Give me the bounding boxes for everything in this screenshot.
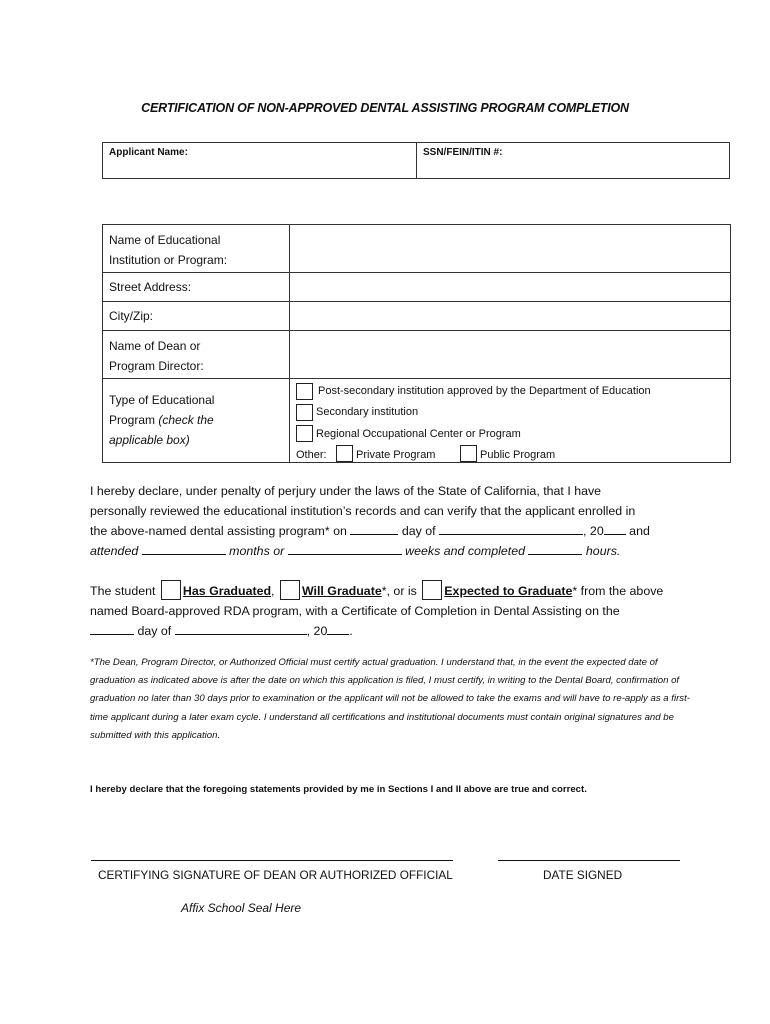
city-label: City/Zip: xyxy=(103,302,290,330)
type-label xyxy=(103,379,290,462)
student-star-or: *, or is xyxy=(381,584,417,598)
enroll-day-blank[interactable] xyxy=(350,522,398,535)
type-label-line1: Type of Educational xyxy=(109,393,215,407)
institution-name-label-line1: Name of Educational xyxy=(109,233,221,247)
student-line3 xyxy=(90,621,690,641)
hours-blank[interactable] xyxy=(528,542,582,555)
applicant-table xyxy=(102,142,730,179)
months-blank[interactable] xyxy=(142,542,226,555)
student-period: . xyxy=(349,624,353,638)
will-graduate-label: Will Graduate xyxy=(301,584,382,598)
expected-graduate-checkbox[interactable] xyxy=(422,580,442,600)
street-row xyxy=(103,273,730,302)
dean-label-line2: Program Director: xyxy=(109,359,204,373)
student-comma: , xyxy=(271,584,275,598)
applicant-name-field[interactable] xyxy=(103,143,417,178)
enroll-year-blank[interactable] xyxy=(604,522,626,535)
type-options xyxy=(290,379,730,462)
declaration-weeks-completed: weeks and completed xyxy=(405,544,525,558)
dean-label-line1: Name of Dean or xyxy=(109,339,201,353)
type-row xyxy=(103,379,730,462)
certificate-year-blank[interactable] xyxy=(327,622,349,635)
has-graduated-checkbox[interactable] xyxy=(161,580,181,600)
ssn-label: SSN/FEIN/ITIN #: xyxy=(423,147,503,158)
regional-checkbox[interactable] xyxy=(296,425,313,442)
has-graduated-label: Has Graduated xyxy=(182,584,272,598)
dean-input[interactable] xyxy=(290,331,730,378)
declaration-line4 xyxy=(90,541,690,561)
dean-label xyxy=(103,331,290,378)
institution-name-row xyxy=(103,225,730,273)
will-graduate-checkbox[interactable] xyxy=(280,580,300,600)
postsecondary-label: Post-secondary institution approved by the Department of Education xyxy=(318,385,651,397)
declaration-attended: attended xyxy=(90,544,139,558)
student-day-of: day of xyxy=(137,624,172,638)
declaration-day-of: day of xyxy=(401,524,436,538)
secondary-label: Secondary institution xyxy=(316,406,419,418)
declaration-line2: personally reviewed the educational institution’s records and can verify that the applicant enrolled in xyxy=(90,504,636,518)
private-label: Private Program xyxy=(356,449,436,461)
declaration-line3 xyxy=(90,521,690,541)
student-paragraph xyxy=(90,580,690,641)
date-line[interactable] xyxy=(498,860,680,861)
type-label-line2 xyxy=(109,410,283,430)
dean-row xyxy=(103,331,730,379)
certificate-month-blank[interactable] xyxy=(175,622,307,635)
student-star-from: * from the above xyxy=(572,584,664,598)
postsecondary-checkbox[interactable] xyxy=(296,383,313,400)
declaration-hours: hours. xyxy=(585,544,621,558)
certificate-day-blank[interactable] xyxy=(90,622,134,635)
type-label-program: Program xyxy=(109,413,159,427)
declaration-and: and xyxy=(629,524,650,538)
street-label: Street Address: xyxy=(103,273,290,301)
signature-line[interactable] xyxy=(91,860,453,861)
weeks-blank[interactable] xyxy=(288,542,402,555)
declaration-program-on: the above-named dental assisting program* on xyxy=(90,524,347,538)
private-checkbox[interactable] xyxy=(336,445,353,462)
public-label: Public Program xyxy=(480,449,556,461)
type-label-check: (check the xyxy=(158,413,214,427)
public-checkbox[interactable] xyxy=(460,445,477,462)
other-label: Other: xyxy=(296,449,327,461)
student-year-prefix: , 20 xyxy=(306,624,328,638)
declaration-year-prefix: , 20 xyxy=(583,524,604,538)
institution-name-input[interactable] xyxy=(290,225,730,272)
signature-label: CERTIFYING SIGNATURE OF DEAN OR AUTHORIZED OFFICIAL xyxy=(98,868,453,882)
student-pre: The student xyxy=(90,584,156,598)
city-input[interactable] xyxy=(290,302,730,330)
type-label-line3: applicable box) xyxy=(109,433,190,447)
form-title: CERTIFICATION OF NON-APPROVED DENTAL ASSISTING PROGRAM COMPLETION xyxy=(141,101,629,115)
expected-graduate-label: Expected to Graduate xyxy=(444,584,573,598)
institution-table xyxy=(102,224,731,463)
declaration-months-or: months or xyxy=(229,544,285,558)
student-line2: named Board-approved RDA program, with a Certificate of Completion in Dental Assisting on the xyxy=(90,604,620,618)
institution-name-label-line2: Institution or Program: xyxy=(109,253,228,267)
graduation-note: *The Dean, Program Director, or Authorized Official must certify actual graduation. I understand that, in the event the expected date of graduation as indicated above is after the date on which this application is filed, I must certify, in writing to the Dental Board, confirmation of graduation no later than 30 days prior to examination or the applicant will not be allowed to take the exams and will have to re-apply as a first-time applicant during a later exam cycle. I understand all certifications and institutional documents must contain original signatures and be submitted with this application. xyxy=(90,657,690,741)
date-label: DATE SIGNED xyxy=(543,868,623,882)
regional-label: Regional Occupational Center or Program xyxy=(316,428,521,440)
enroll-month-blank[interactable] xyxy=(439,522,583,535)
student-line1 xyxy=(90,580,690,601)
institution-name-label xyxy=(103,225,290,272)
street-input[interactable] xyxy=(290,273,730,301)
secondary-checkbox[interactable] xyxy=(296,404,313,421)
declaration-line1: I hereby declare, under penalty of perjury under the laws of the State of California, that I have xyxy=(90,484,602,498)
applicant-name-label: Applicant Name: xyxy=(109,147,188,158)
school-seal-label: Affix School Seal Here xyxy=(181,901,302,915)
ssn-field[interactable] xyxy=(417,143,729,178)
final-declaration: I hereby declare that the foregoing statements provided by me in Sections I and II above are true and correct. xyxy=(90,784,587,795)
city-row xyxy=(103,302,730,331)
declaration-paragraph xyxy=(90,481,690,561)
